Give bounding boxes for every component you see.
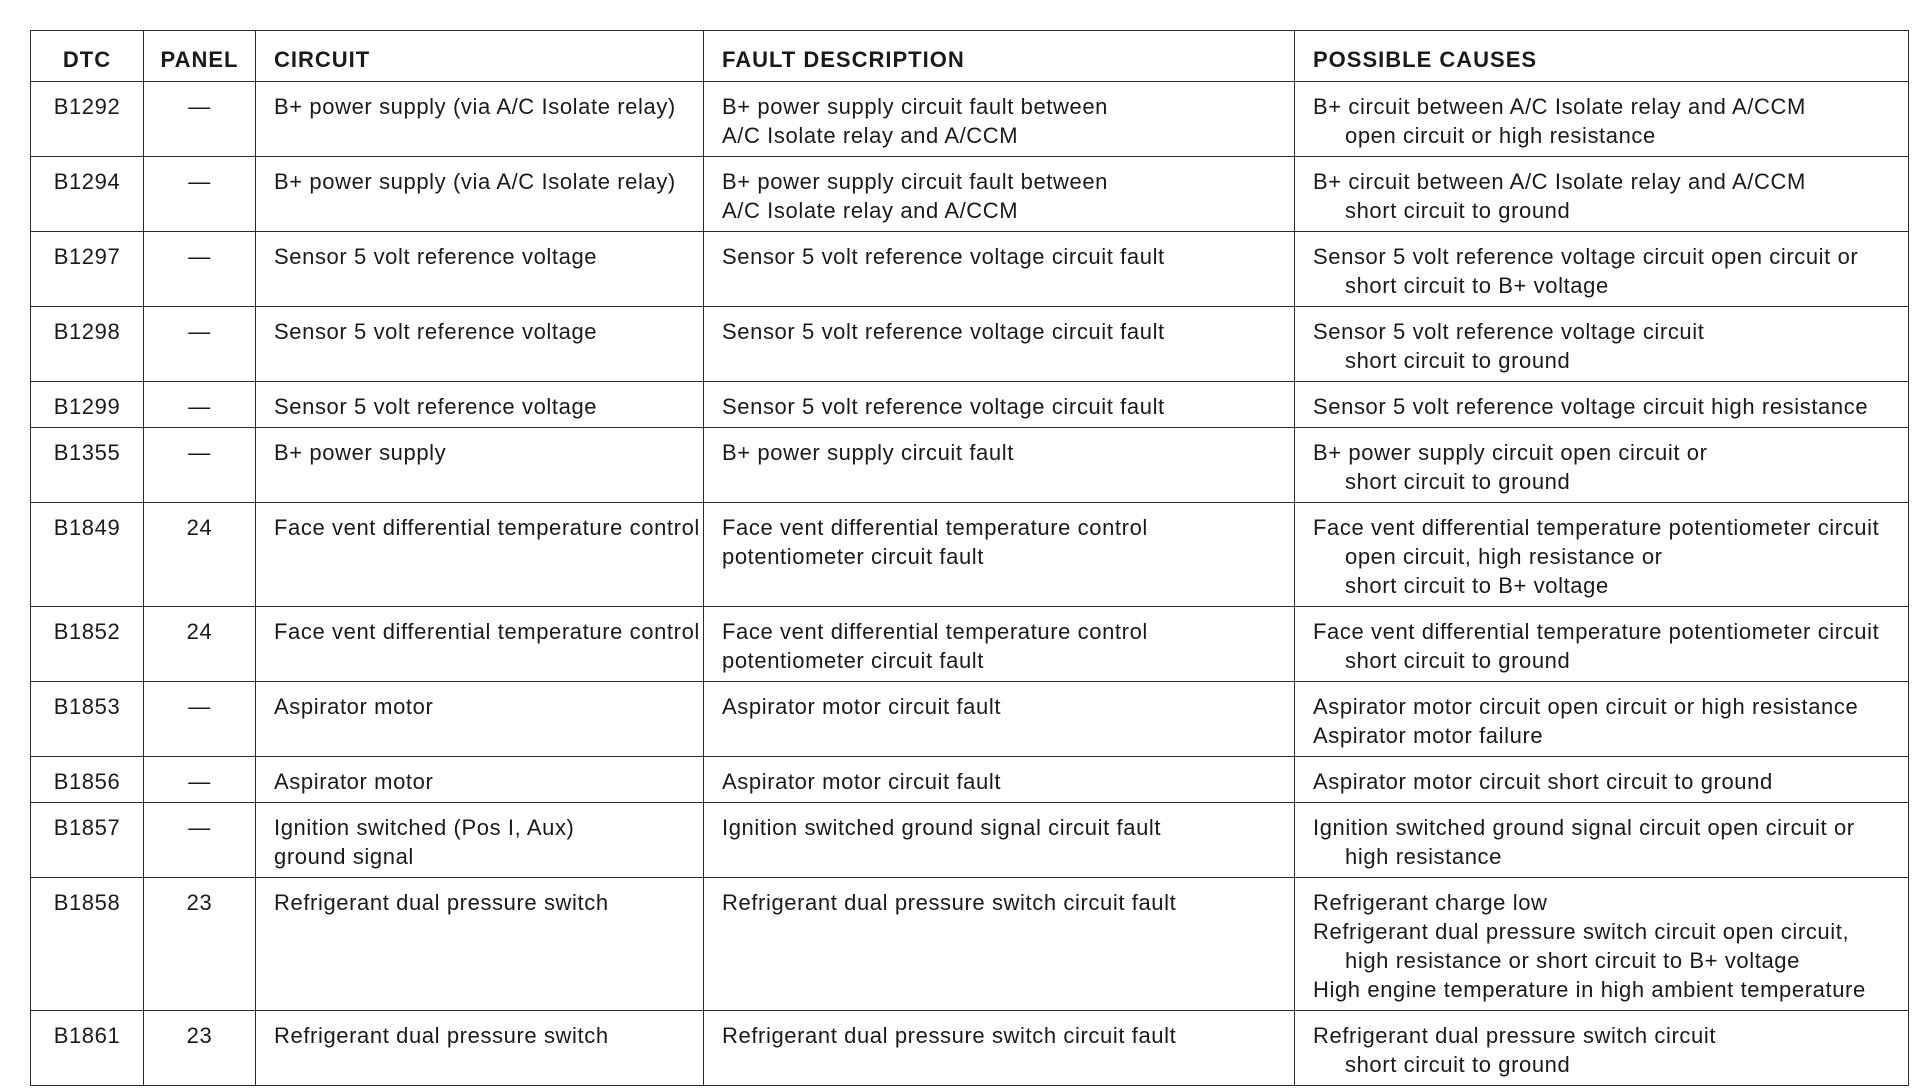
header-circuit: CIRCUIT: [256, 31, 704, 82]
cell-circuit: [256, 878, 704, 1011]
cell-fault-description-line: B+ power supply circuit fault: [722, 440, 1014, 465]
cell-circuit-line: B+ power supply (via A/C Isolate relay): [274, 169, 676, 194]
cell-circuit-line: Refrigerant dual pressure switch: [274, 890, 609, 915]
cell-circuit-line: B+ power supply: [274, 440, 447, 465]
cell-panel: —: [144, 157, 256, 232]
cell-circuit: [256, 307, 704, 382]
cell-dtc: B1294: [31, 157, 144, 232]
cell-fault-description-line: Aspirator motor circuit fault: [722, 769, 1002, 794]
cell-circuit: [256, 157, 704, 232]
cell-possible-causes-line: Sensor 5 volt reference voltage circuit: [1313, 319, 1705, 344]
table-row: [31, 428, 1909, 503]
cell-possible-causes-line: Refrigerant dual pressure switch circuit open circuit,: [1313, 919, 1850, 944]
cell-panel: —: [144, 803, 256, 878]
cell-fault-description: [704, 1011, 1295, 1086]
cell-circuit: [256, 382, 704, 428]
cell-possible-causes-line: Sensor 5 volt reference voltage circuit open circuit or: [1313, 244, 1859, 269]
cell-dtc: B1297: [31, 232, 144, 307]
cell-fault-description-line: potentiometer circuit fault: [722, 544, 984, 569]
cell-circuit-line: Ignition switched (Pos I, Aux): [274, 815, 575, 840]
cell-dtc: B1849: [31, 503, 144, 607]
table-row: [31, 232, 1909, 307]
table-row: [31, 82, 1909, 157]
cell-circuit: [256, 682, 704, 757]
cell-fault-description-line: B+ power supply circuit fault between: [722, 169, 1109, 194]
cell-possible-causes-line: B+ power supply circuit open circuit or: [1313, 440, 1708, 465]
cell-dtc: B1858: [31, 878, 144, 1011]
cell-possible-causes: [1295, 878, 1909, 1011]
cell-possible-causes-line: Aspirator motor circuit short circuit to ground: [1313, 769, 1773, 794]
cell-fault-description-line: Aspirator motor circuit fault: [722, 694, 1002, 719]
cell-circuit: [256, 1011, 704, 1086]
cell-possible-causes: [1295, 157, 1909, 232]
header-row: [31, 31, 1909, 82]
table-row: [31, 382, 1909, 428]
cell-fault-description: [704, 307, 1295, 382]
cell-dtc: B1299: [31, 382, 144, 428]
cell-possible-causes: [1295, 382, 1909, 428]
cell-panel: 24: [144, 503, 256, 607]
cell-possible-causes: [1295, 82, 1909, 157]
cell-circuit-line: Refrigerant dual pressure switch: [274, 1023, 609, 1048]
cell-fault-description-line: A/C Isolate relay and A/CCM: [722, 123, 1019, 148]
cell-circuit-line: Sensor 5 volt reference voltage: [274, 394, 598, 419]
cell-possible-causes: [1295, 1011, 1909, 1086]
cell-possible-causes: [1295, 803, 1909, 878]
cell-possible-causes-line: open circuit, high resistance or: [1345, 544, 1663, 569]
cell-circuit: [256, 503, 704, 607]
cell-possible-causes-line: short circuit to ground: [1345, 1052, 1571, 1077]
table-row: [31, 307, 1909, 382]
cell-possible-causes: [1295, 232, 1909, 307]
cell-fault-description: [704, 757, 1295, 803]
cell-possible-causes-line: High engine temperature in high ambient temperature: [1313, 977, 1866, 1002]
cell-fault-description-line: potentiometer circuit fault: [722, 648, 984, 673]
cell-dtc: B1298: [31, 307, 144, 382]
cell-possible-causes-line: open circuit or high resistance: [1345, 123, 1656, 148]
cell-possible-causes-line: short circuit to B+ voltage: [1345, 573, 1609, 598]
cell-circuit-line: ground signal: [274, 844, 414, 869]
cell-possible-causes-line: short circuit to B+ voltage: [1345, 273, 1609, 298]
cell-dtc: B1852: [31, 607, 144, 682]
cell-possible-causes-line: short circuit to ground: [1345, 648, 1571, 673]
cell-panel: 24: [144, 607, 256, 682]
cell-fault-description: [704, 82, 1295, 157]
cell-dtc: B1853: [31, 682, 144, 757]
cell-circuit-line: Face vent differential temperature control: [274, 515, 700, 540]
cell-circuit: [256, 232, 704, 307]
table-row: [31, 157, 1909, 232]
cell-fault-description: [704, 382, 1295, 428]
cell-possible-causes-line: B+ circuit between A/C Isolate relay and A/CCM: [1313, 94, 1806, 119]
cell-possible-causes-line: short circuit to ground: [1345, 469, 1571, 494]
table-header: [31, 31, 1909, 82]
cell-circuit: [256, 82, 704, 157]
cell-possible-causes-line: Ignition switched ground signal circuit open circuit or: [1313, 815, 1855, 840]
header-fault-description: FAULT DESCRIPTION: [704, 31, 1295, 82]
table-row: [31, 757, 1909, 803]
cell-fault-description: [704, 682, 1295, 757]
cell-possible-causes: [1295, 682, 1909, 757]
cell-fault-description: [704, 503, 1295, 607]
cell-fault-description-line: Sensor 5 volt reference voltage circuit fault: [722, 394, 1165, 419]
cell-fault-description: [704, 803, 1295, 878]
cell-panel: —: [144, 428, 256, 503]
cell-possible-causes-line: short circuit to ground: [1345, 198, 1571, 223]
cell-circuit-line: Aspirator motor: [274, 769, 434, 794]
table-row: [31, 607, 1909, 682]
cell-possible-causes-line: Face vent differential temperature potentiometer circuit: [1313, 619, 1880, 644]
cell-possible-causes-line: Refrigerant dual pressure switch circuit: [1313, 1023, 1717, 1048]
cell-fault-description: [704, 607, 1295, 682]
cell-circuit: [256, 428, 704, 503]
cell-fault-description-line: B+ power supply circuit fault between: [722, 94, 1109, 119]
cell-fault-description-line: Face vent differential temperature control: [722, 619, 1148, 644]
table-row: [31, 803, 1909, 878]
cell-fault-description-line: Ignition switched ground signal circuit fault: [722, 815, 1162, 840]
cell-circuit: [256, 803, 704, 878]
dtc-table: [30, 30, 1909, 1086]
cell-panel: 23: [144, 878, 256, 1011]
cell-panel: —: [144, 82, 256, 157]
cell-possible-causes-line: Aspirator motor circuit open circuit or high resistance: [1313, 694, 1859, 719]
cell-fault-description-line: Refrigerant dual pressure switch circuit fault: [722, 890, 1177, 915]
cell-dtc: B1292: [31, 82, 144, 157]
cell-fault-description-line: Sensor 5 volt reference voltage circuit fault: [722, 319, 1165, 344]
cell-circuit: [256, 607, 704, 682]
cell-possible-causes-line: Refrigerant charge low: [1313, 890, 1548, 915]
cell-panel: —: [144, 307, 256, 382]
cell-panel: 23: [144, 1011, 256, 1086]
cell-possible-causes: [1295, 757, 1909, 803]
cell-possible-causes-line: high resistance: [1345, 844, 1502, 869]
cell-circuit-line: Sensor 5 volt reference voltage: [274, 319, 598, 344]
cell-circuit-line: B+ power supply (via A/C Isolate relay): [274, 94, 676, 119]
cell-possible-causes-line: Aspirator motor failure: [1313, 723, 1544, 748]
cell-possible-causes-line: high resistance or short circuit to B+ voltage: [1345, 948, 1800, 973]
cell-circuit-line: Face vent differential temperature control: [274, 619, 700, 644]
cell-panel: —: [144, 757, 256, 803]
cell-possible-causes-line: Sensor 5 volt reference voltage circuit high resistance: [1313, 394, 1869, 419]
cell-fault-description: [704, 157, 1295, 232]
cell-possible-causes-line: Face vent differential temperature potentiometer circuit: [1313, 515, 1880, 540]
cell-fault-description-line: Refrigerant dual pressure switch circuit fault: [722, 1023, 1177, 1048]
cell-fault-description: [704, 878, 1295, 1011]
header-dtc: DTC: [31, 31, 144, 82]
cell-dtc: B1861: [31, 1011, 144, 1086]
cell-fault-description-line: Face vent differential temperature control: [722, 515, 1148, 540]
cell-dtc: B1355: [31, 428, 144, 503]
cell-possible-causes: [1295, 503, 1909, 607]
table-body: [31, 82, 1909, 1086]
cell-circuit-line: Sensor 5 volt reference voltage: [274, 244, 598, 269]
cell-fault-description: [704, 428, 1295, 503]
table-row: [31, 878, 1909, 1011]
cell-circuit: [256, 757, 704, 803]
cell-fault-description-line: A/C Isolate relay and A/CCM: [722, 198, 1019, 223]
cell-possible-causes: [1295, 607, 1909, 682]
cell-possible-causes: [1295, 307, 1909, 382]
header-panel: PANEL: [144, 31, 256, 82]
cell-panel: —: [144, 382, 256, 428]
cell-fault-description: [704, 232, 1295, 307]
table-row: [31, 682, 1909, 757]
cell-panel: —: [144, 682, 256, 757]
cell-possible-causes: [1295, 428, 1909, 503]
cell-dtc: B1857: [31, 803, 144, 878]
cell-circuit-line: Aspirator motor: [274, 694, 434, 719]
table-row: [31, 1011, 1909, 1086]
cell-dtc: B1856: [31, 757, 144, 803]
cell-possible-causes-line: short circuit to ground: [1345, 348, 1571, 373]
header-possible-causes: POSSIBLE CAUSES: [1295, 31, 1909, 82]
cell-fault-description-line: Sensor 5 volt reference voltage circuit fault: [722, 244, 1165, 269]
cell-panel: —: [144, 232, 256, 307]
table-row: [31, 503, 1909, 607]
cell-possible-causes-line: B+ circuit between A/C Isolate relay and A/CCM: [1313, 169, 1806, 194]
